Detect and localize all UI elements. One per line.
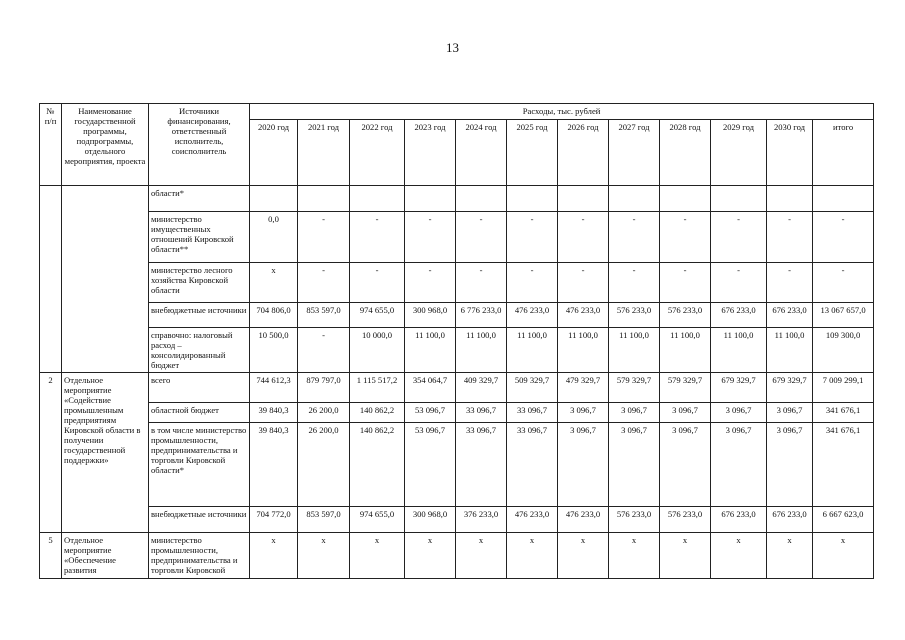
row-value: -: [405, 263, 456, 303]
row-value: 3 096,7: [558, 423, 609, 507]
header-year: 2022 год: [350, 120, 405, 186]
row-value: [767, 186, 813, 212]
row-value: 676 233,0: [711, 507, 767, 533]
row-value: 376 233,0: [456, 507, 507, 533]
row-value: -: [507, 212, 558, 263]
row-value: х: [558, 533, 609, 579]
header-sources: Источники финансирования, ответственный исполнитель, соисполнитель: [149, 104, 250, 186]
row-value: -: [298, 263, 350, 303]
row-value: [813, 186, 874, 212]
row-source: справочно: налоговый расход – консолидированный бюджет: [149, 328, 250, 373]
row-value: 3 096,7: [660, 423, 711, 507]
row-value: х: [660, 533, 711, 579]
row-value: 26 200,0: [298, 403, 350, 423]
row-value: [250, 186, 298, 212]
row-value: 704 806,0: [250, 303, 298, 328]
row-value: 0,0: [250, 212, 298, 263]
row-value: -: [813, 212, 874, 263]
row-name: Отдельное мероприятие «Содействие промышленным предприятиям Кировской области в получении государственной поддержки»: [62, 373, 149, 533]
row-number: 2: [40, 373, 62, 533]
row-value: 300 968,0: [405, 507, 456, 533]
row-value: -: [405, 212, 456, 263]
row-value: 3 096,7: [558, 403, 609, 423]
row-source: внебюджетные источники: [149, 303, 250, 328]
row-number: 5: [40, 533, 62, 579]
row-value: 341 676,1: [813, 403, 874, 423]
row-source: области*: [149, 186, 250, 212]
row-value: 3 096,7: [711, 403, 767, 423]
row-value: -: [609, 212, 660, 263]
header-year: 2023 год: [405, 120, 456, 186]
row-name: [62, 186, 149, 373]
row-value: 879 797,0: [298, 373, 350, 403]
row-value: 579 329,7: [609, 373, 660, 403]
row-value: 676 233,0: [767, 507, 813, 533]
header-year: 2030 год: [767, 120, 813, 186]
row-value: 974 655,0: [350, 507, 405, 533]
row-value: [405, 186, 456, 212]
row-value: 676 233,0: [767, 303, 813, 328]
row-value: 11 100,0: [507, 328, 558, 373]
table-row: [40, 263, 874, 303]
row-value: 853 597,0: [298, 507, 350, 533]
row-value: [558, 186, 609, 212]
row-value: х: [350, 533, 405, 579]
header-year: 2029 год: [711, 120, 767, 186]
row-value: [350, 186, 405, 212]
row-value: 679 329,7: [767, 373, 813, 403]
row-source: внебюджетные источники: [149, 507, 250, 533]
row-value: 11 100,0: [456, 328, 507, 373]
row-value: -: [609, 263, 660, 303]
row-value: 476 233,0: [507, 303, 558, 328]
row-value: -: [507, 263, 558, 303]
row-value: -: [350, 263, 405, 303]
row-value: 409 329,7: [456, 373, 507, 403]
row-value: 3 096,7: [660, 403, 711, 423]
table-row: [40, 328, 874, 373]
row-value: 11 100,0: [558, 328, 609, 373]
header-expenses: Расходы, тыс. рублей: [250, 104, 874, 120]
row-value: 10 000,0: [350, 328, 405, 373]
header-year: итого: [813, 120, 874, 186]
row-value: [507, 186, 558, 212]
row-value: 13 067 657,0: [813, 303, 874, 328]
row-value: -: [298, 212, 350, 263]
budget-table: [39, 103, 874, 579]
row-value: 576 233,0: [660, 507, 711, 533]
row-value: 744 612,3: [250, 373, 298, 403]
row-value: 11 100,0: [660, 328, 711, 373]
row-value: 3 096,7: [767, 403, 813, 423]
row-value: -: [456, 263, 507, 303]
row-value: 479 329,7: [558, 373, 609, 403]
row-value: 974 655,0: [350, 303, 405, 328]
row-value: 26 200,0: [298, 423, 350, 507]
table-row: [40, 403, 874, 423]
row-value: -: [558, 263, 609, 303]
row-value: 509 329,7: [507, 373, 558, 403]
row-value: 300 968,0: [405, 303, 456, 328]
row-value: 53 096,7: [405, 403, 456, 423]
row-value: 39 840,3: [250, 403, 298, 423]
row-value: -: [350, 212, 405, 263]
row-value: -: [456, 212, 507, 263]
header-year: 2020 год: [250, 120, 298, 186]
row-value: х: [609, 533, 660, 579]
row-value: 33 096,7: [507, 423, 558, 507]
row-value: 576 233,0: [660, 303, 711, 328]
row-value: -: [711, 263, 767, 303]
header-name: Наименование государственной программы, подпрограммы, отдельного мероприятия, проекта: [62, 104, 149, 186]
row-value: х: [456, 533, 507, 579]
row-value: х: [298, 533, 350, 579]
row-value: 579 329,7: [660, 373, 711, 403]
row-value: 476 233,0: [507, 507, 558, 533]
table-row: [40, 373, 874, 403]
row-value: 39 840,3: [250, 423, 298, 507]
row-value: х: [711, 533, 767, 579]
header-year: 2021 год: [298, 120, 350, 186]
row-value: х: [250, 533, 298, 579]
row-number: [40, 186, 62, 373]
row-value: 676 233,0: [711, 303, 767, 328]
table-row: [40, 186, 874, 212]
row-value: 679 329,7: [711, 373, 767, 403]
page-number: 13: [446, 40, 459, 55]
row-value: 576 233,0: [609, 303, 660, 328]
header-year: 2025 год: [507, 120, 558, 186]
row-value: 109 300,0: [813, 328, 874, 373]
row-value: [298, 186, 350, 212]
row-value: 7 009 299,1: [813, 373, 874, 403]
row-value: 33 096,7: [507, 403, 558, 423]
table-row: [40, 212, 874, 263]
header-no: № п/п: [40, 104, 62, 186]
row-value: 3 096,7: [609, 423, 660, 507]
row-value: 6 776 233,0: [456, 303, 507, 328]
table-row: [40, 507, 874, 533]
row-source: министерство промышленности, предпринимательства и торговли Кировской: [149, 533, 250, 579]
row-value: 3 096,7: [609, 403, 660, 423]
row-value: 3 096,7: [767, 423, 813, 507]
row-value: [609, 186, 660, 212]
row-source: в том числе министерство промышленности, предпринимательства и торговли Кировской области*: [149, 423, 250, 507]
row-value: -: [660, 263, 711, 303]
row-value: [456, 186, 507, 212]
table-row: [40, 423, 874, 507]
row-value: х: [405, 533, 456, 579]
row-value: 476 233,0: [558, 303, 609, 328]
row-value: 140 862,2: [350, 403, 405, 423]
row-value: 3 096,7: [711, 423, 767, 507]
row-value: 341 676,1: [813, 423, 874, 507]
row-value: х: [813, 533, 874, 579]
row-value: 11 100,0: [405, 328, 456, 373]
header-year: 2027 год: [609, 120, 660, 186]
row-value: х: [767, 533, 813, 579]
row-value: 354 064,7: [405, 373, 456, 403]
row-value: -: [767, 263, 813, 303]
row-value: -: [298, 328, 350, 373]
row-value: -: [711, 212, 767, 263]
row-value: 11 100,0: [711, 328, 767, 373]
row-source: министерство лесного хозяйства Кировской области: [149, 263, 250, 303]
table-row: [40, 533, 874, 579]
row-value: х: [250, 263, 298, 303]
row-value: 11 100,0: [609, 328, 660, 373]
row-value: 11 100,0: [767, 328, 813, 373]
row-source: областной бюджет: [149, 403, 250, 423]
row-value: 33 096,7: [456, 423, 507, 507]
header-year: 2028 год: [660, 120, 711, 186]
header-year: 2026 год: [558, 120, 609, 186]
table-row: [40, 303, 874, 328]
row-value: х: [507, 533, 558, 579]
row-value: [660, 186, 711, 212]
header-year: 2024 год: [456, 120, 507, 186]
row-value: [711, 186, 767, 212]
row-value: -: [558, 212, 609, 263]
row-value: 140 862,2: [350, 423, 405, 507]
row-source: министерство имущественных отношений Кировской области**: [149, 212, 250, 263]
row-value: 10 500,0: [250, 328, 298, 373]
row-value: 33 096,7: [456, 403, 507, 423]
row-value: -: [767, 212, 813, 263]
row-value: 6 667 623,0: [813, 507, 874, 533]
row-value: 53 096,7: [405, 423, 456, 507]
row-value: 1 115 517,2: [350, 373, 405, 403]
row-value: 704 772,0: [250, 507, 298, 533]
row-value: -: [813, 263, 874, 303]
row-value: 853 597,0: [298, 303, 350, 328]
row-value: 576 233,0: [609, 507, 660, 533]
row-name: Отдельное мероприятие «Обеспечение развития: [62, 533, 149, 579]
row-value: 476 233,0: [558, 507, 609, 533]
row-source: всего: [149, 373, 250, 403]
row-value: -: [660, 212, 711, 263]
